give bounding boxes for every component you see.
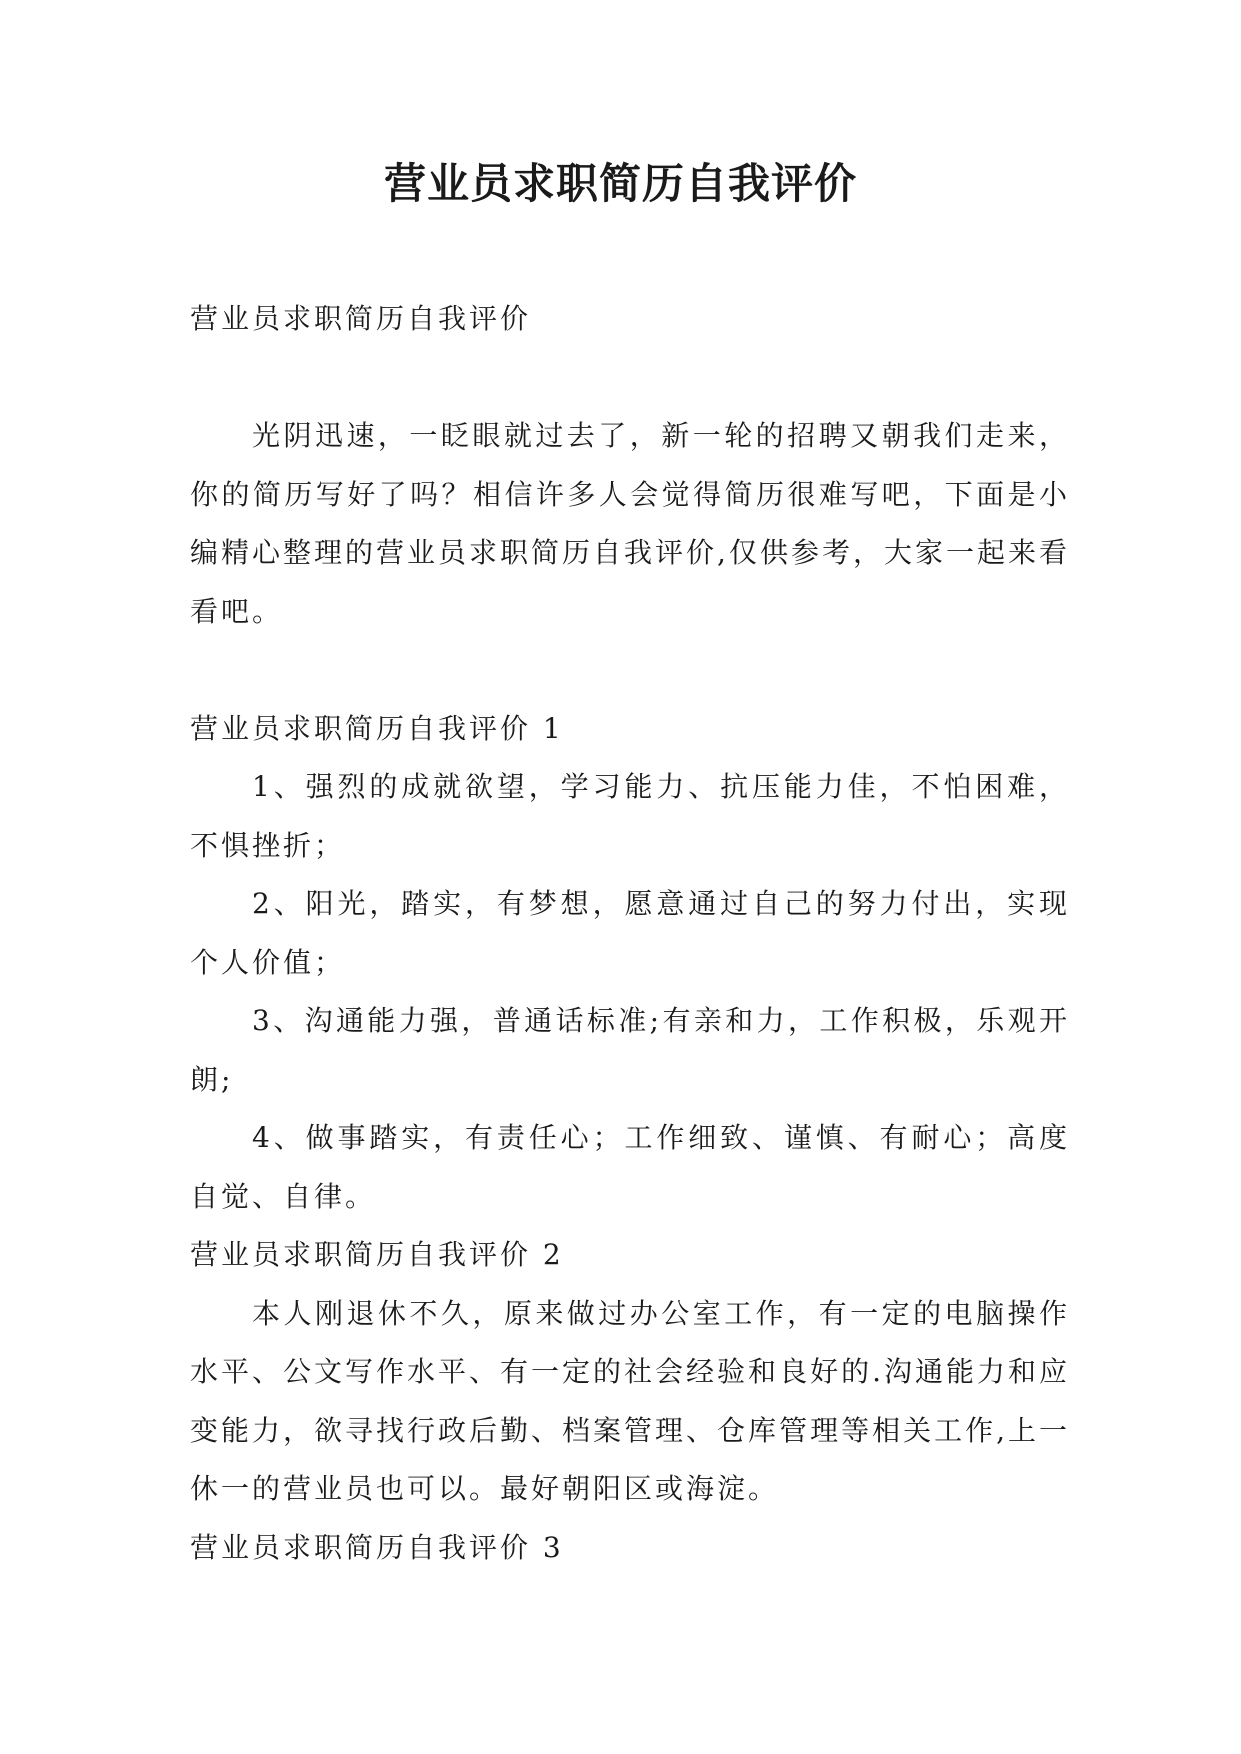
document-body [190,290,1070,1577]
section-heading-3: 营业员求职简历自我评价 3 [190,1530,564,1564]
blank-line [190,349,1070,408]
section-heading-2: 营业员求职简历自我评价 2 [190,1238,564,1271]
section-2-paragraph: 本人刚退休不久，原来做过办公室工作，有一定的电脑操作水平、公文写作水平、有一定的社会经验和良好的.沟通能力和应变能力，欲寻找行政后勤、档案管理、仓库管理等相关工作,上一休一的营业员也可以。最好朝阳区或海淀。 [190,1296,1070,1505]
blank-line [190,641,1070,700]
section-heading-1: 营业员求职简历自我评价 1 [190,711,564,745]
document-subtitle: 营业员求职简历自我评价 [190,302,532,335]
section-1-item-4: 4、做事踏实，有责任心；工作细致、谨慎、有耐心；高度自觉、自律。 [190,1121,1070,1213]
section-1-item-2: 2、阳光，踏实，有梦想，愿意通过自己的努力付出，实现个人价值； [190,887,1070,979]
section-1-item-3: 3、沟通能力强，普通话标准;有亲和力，工作积极，乐观开朗; [190,1004,1070,1096]
section-1-item-1: 1、强烈的成就欲望，学习能力、抗压能力佳，不怕困难，不惧挫折； [190,770,1070,862]
intro-paragraph: 光阴迅速，一眨眼就过去了，新一轮的招聘又朝我们走来，你的简历写好了吗？相信许多人会觉得简历很难写吧，下面是小编精心整理的营业员求职简历自我评价,仅供参考，大家一起来看看吧。 [190,419,1070,628]
document-title: 营业员求职简历自我评价 [383,159,857,208]
